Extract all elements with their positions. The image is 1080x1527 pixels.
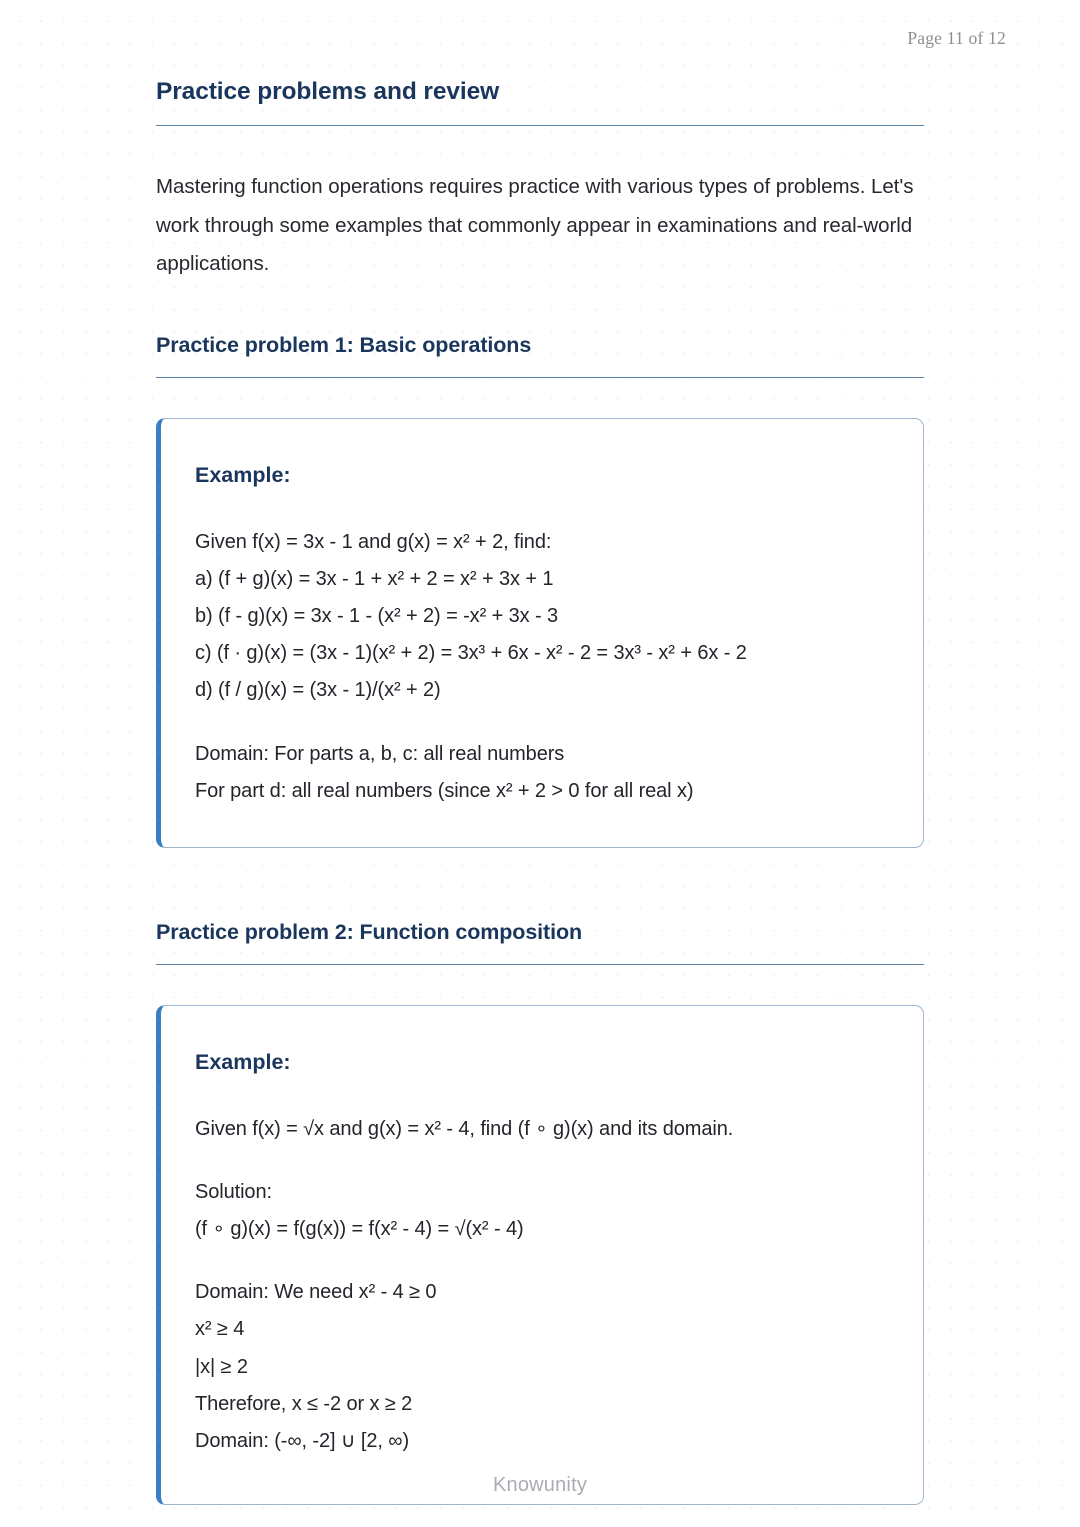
example-1-line-c: c) (f · g)(x) = (3x - 1)(x² + 2) = 3x³ + 6x - x² - 2 = 3x³ - x² + 6x - 2 bbox=[195, 642, 747, 665]
problem-1-heading: Practice problem 1: Basic operations bbox=[156, 332, 532, 357]
example-1-line-a: a) (f + g)(x) = 3x - 1 + x² + 2 = x² + 3x + 1 bbox=[195, 567, 554, 590]
example-2-domain-line-3: |x| ≥ 2 bbox=[195, 1355, 248, 1378]
spacer bbox=[195, 1148, 889, 1174]
page-title: Practice problems and review bbox=[156, 78, 500, 105]
example-2-prompt: Given f(x) = √x and g(x) = x² - 4, find (f ∘ g)(x) and its domain. bbox=[195, 1117, 734, 1140]
example-box-1 bbox=[156, 418, 924, 848]
example-2-domain-line-5: Domain: (-∞, -2] ∪ [2, ∞) bbox=[195, 1429, 410, 1452]
problem-2-divider bbox=[156, 964, 924, 965]
section-problem-1 bbox=[156, 333, 924, 378]
page-number-label: Page 11 of 12 bbox=[907, 28, 1006, 48]
example-2-solution-label: Solution: bbox=[195, 1180, 272, 1203]
problem-1-divider bbox=[156, 377, 924, 378]
example-2-body bbox=[195, 1111, 889, 1461]
spacer bbox=[195, 710, 889, 736]
example-1-domain-line-1: Domain: For parts a, b, c: all real numbers bbox=[195, 742, 565, 765]
example-1-line-b: b) (f - g)(x) = 3x - 1 - (x² + 2) = -x² + 3x - 3 bbox=[195, 604, 559, 627]
section-practice-problems bbox=[156, 78, 924, 126]
example-2-domain-line-2: x² ≥ 4 bbox=[195, 1318, 245, 1341]
example-1-domain-line-2: For part d: all real numbers (since x² + 2 > 0 for all real x) bbox=[195, 779, 694, 802]
title-divider bbox=[156, 125, 924, 126]
example-2-solution-line: (f ∘ g)(x) = f(g(x)) = f(x² - 4) = √(x² - 4) bbox=[195, 1217, 524, 1240]
spacer bbox=[195, 1248, 889, 1274]
example-1-body bbox=[195, 524, 889, 810]
example-label: Example: bbox=[195, 1049, 291, 1074]
example-1-line-given: Given f(x) = 3x - 1 and g(x) = x² + 2, find: bbox=[195, 530, 552, 553]
example-1-line-d: d) (f / g)(x) = (3x - 1)/(x² + 2) bbox=[195, 679, 441, 702]
intro-paragraph: Mastering function operations requires practice with various types of problems. Let's work through some examples that commonly appear in examinations and real-world applications. bbox=[156, 175, 914, 276]
example-label: Example: bbox=[195, 462, 291, 487]
document-content bbox=[156, 78, 924, 1505]
example-2-domain-line-1: Domain: We need x² - 4 ≥ 0 bbox=[195, 1281, 437, 1304]
example-box-2 bbox=[156, 1005, 924, 1505]
problem-2-heading: Practice problem 2: Function composition bbox=[156, 919, 583, 944]
footer-brand-watermark: Knowunity bbox=[492, 1474, 588, 1496]
section-problem-2 bbox=[156, 920, 924, 965]
example-2-domain-line-4: Therefore, x ≤ -2 or x ≥ 2 bbox=[195, 1392, 413, 1415]
